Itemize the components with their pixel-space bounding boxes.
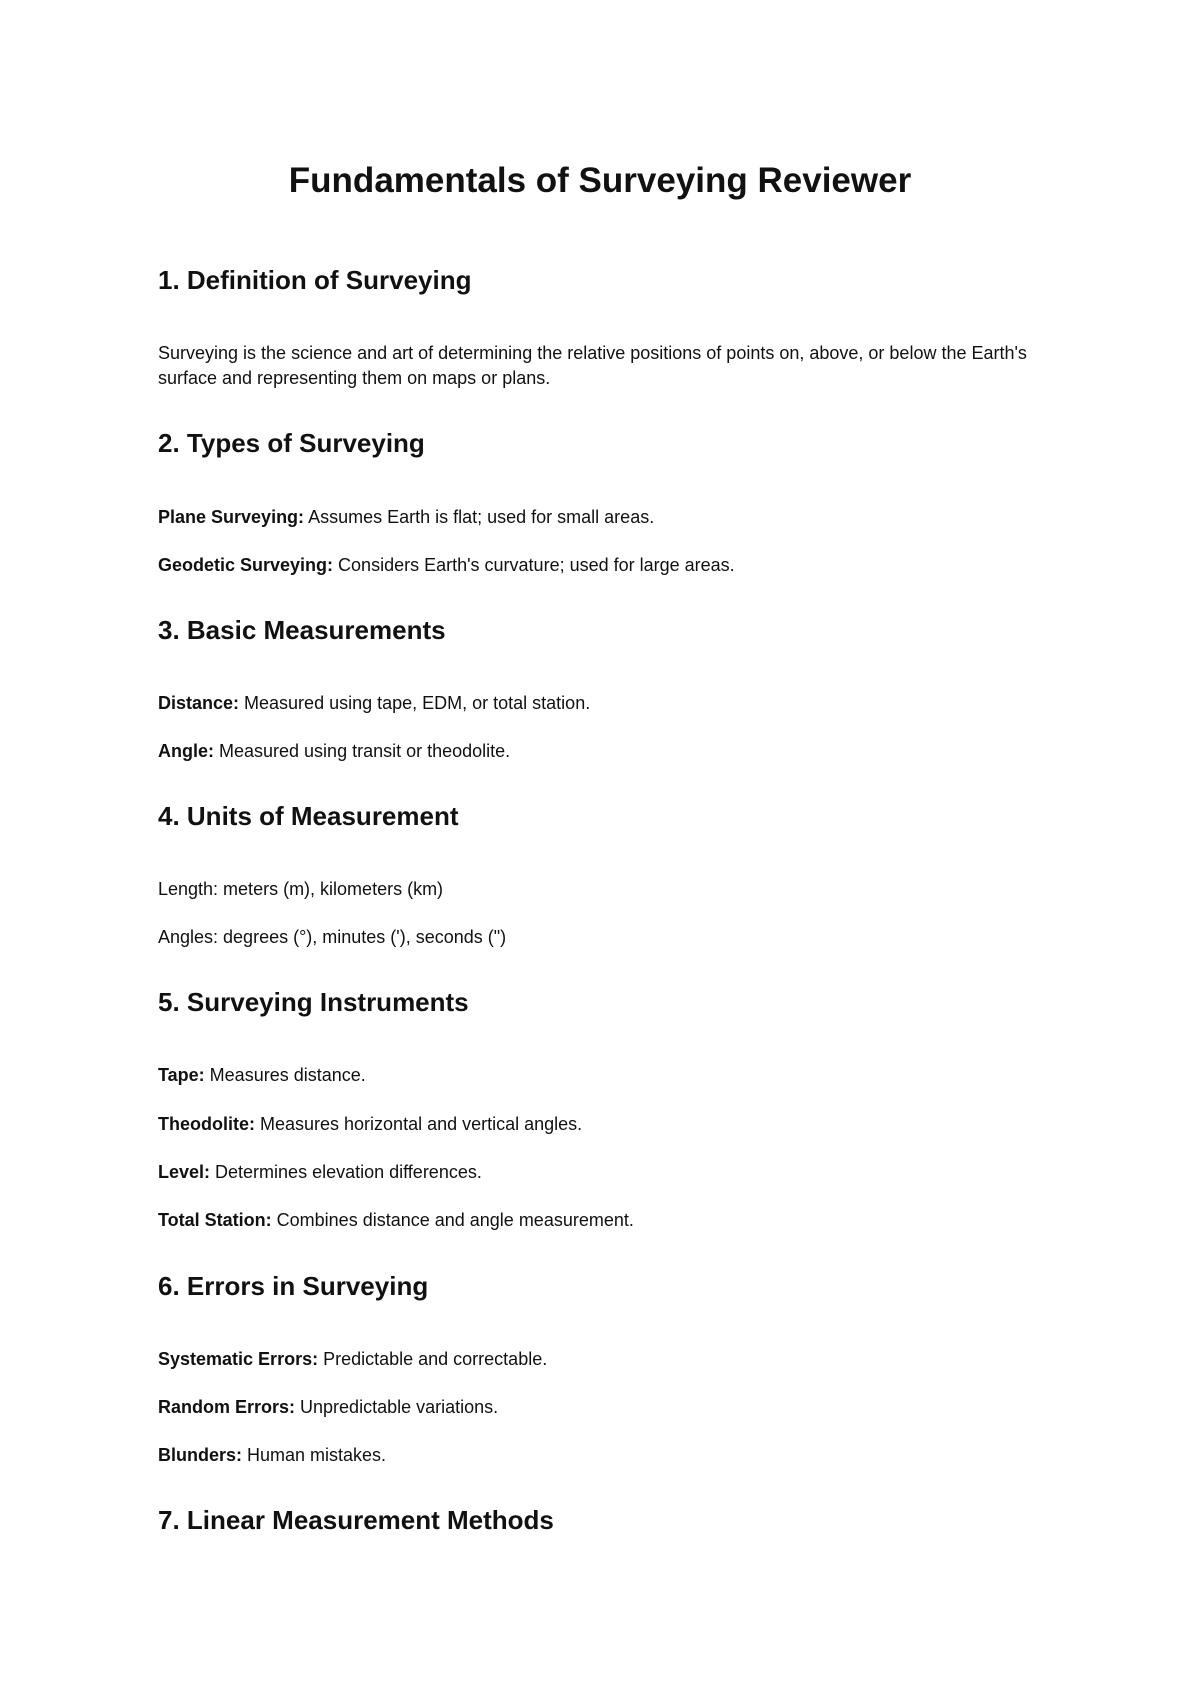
list-item xyxy=(158,1112,582,1136)
list-item xyxy=(158,1160,482,1184)
item-text: Determines elevation differences. xyxy=(210,1162,482,1182)
list-item xyxy=(158,1063,366,1087)
item-term: Tape: xyxy=(158,1065,205,1085)
item-term: Geodetic Surveying: xyxy=(158,555,334,575)
item-text: Measures horizontal and vertical angles. xyxy=(255,1114,583,1134)
item-text: Human mistakes. xyxy=(242,1445,387,1465)
item-term: Total Station: xyxy=(158,1210,272,1230)
definition-paragraph: Surveying is the science and art of determining the relative positions of points on, above, or below the Earth's surface and representing them on maps or plans. xyxy=(158,343,1027,388)
section-heading-definition: 1. Definition of Surveying xyxy=(158,265,472,295)
section-heading-measurements: 3. Basic Measurements xyxy=(158,615,446,645)
item-term: Theodolite: xyxy=(158,1114,255,1134)
item-term: Distance: xyxy=(158,693,240,713)
list-item: Angles: degrees (°), minutes ('), seconds (") xyxy=(158,927,507,947)
section-heading-linear: 7. Linear Measurement Methods xyxy=(158,1505,554,1535)
item-text: Predictable and correctable. xyxy=(318,1349,548,1369)
item-term: Blunders: xyxy=(158,1445,243,1465)
item-text: Measured using tape, EDM, or total station. xyxy=(239,693,591,713)
item-text: Assumes Earth is flat; used for small areas. xyxy=(304,507,655,527)
item-text: Measured using transit or theodolite. xyxy=(214,741,511,761)
item-text: Combines distance and angle measurement. xyxy=(271,1210,634,1230)
list-item xyxy=(158,1347,547,1371)
list-item xyxy=(158,505,654,529)
list-item xyxy=(158,553,735,577)
item-text: Measures distance. xyxy=(204,1065,366,1085)
item-term: Plane Surveying: xyxy=(158,507,305,527)
list-item xyxy=(158,1443,386,1467)
section-heading-instruments: 5. Surveying Instruments xyxy=(158,987,469,1017)
section-heading-units: 4. Units of Measurement xyxy=(158,801,459,831)
item-text: Considers Earth's curvature; used for large areas. xyxy=(333,555,735,575)
list-item: Length: meters (m), kilometers (km) xyxy=(158,879,444,899)
list-item xyxy=(158,1395,498,1419)
list-item xyxy=(158,739,510,763)
item-term: Angle: xyxy=(158,741,214,761)
section-heading-types: 2. Types of Surveying xyxy=(158,428,425,458)
item-term: Systematic Errors: xyxy=(158,1349,319,1369)
section-heading-errors: 6. Errors in Surveying xyxy=(158,1271,429,1301)
list-item xyxy=(158,691,590,715)
document-title: Fundamentals of Surveying Reviewer xyxy=(288,161,912,200)
list-item xyxy=(158,1208,634,1232)
item-term: Random Errors: xyxy=(158,1397,296,1417)
item-term: Level: xyxy=(158,1162,211,1182)
item-text: Unpredictable variations. xyxy=(295,1397,499,1417)
